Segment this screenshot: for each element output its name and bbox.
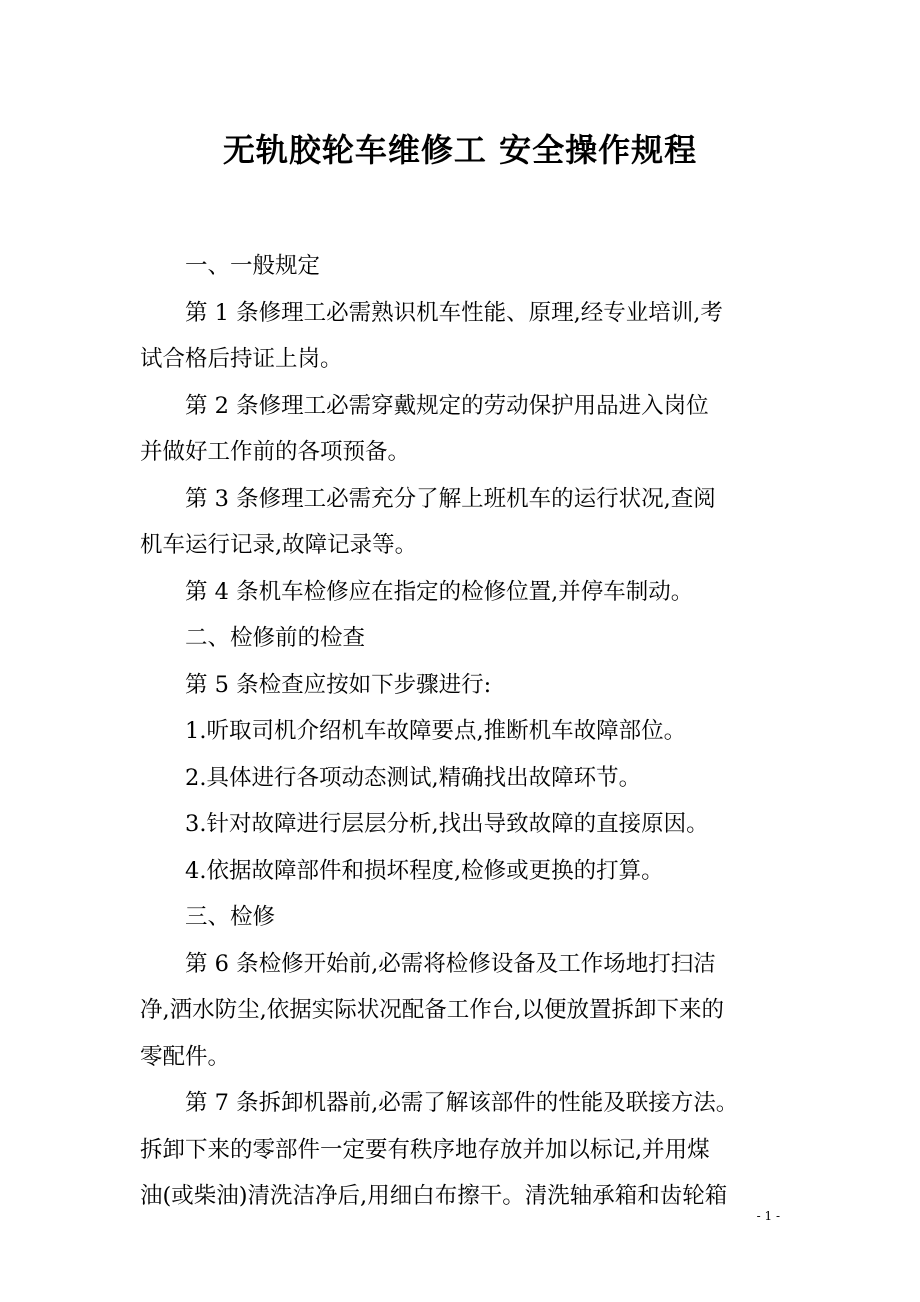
document-body xyxy=(140,243,790,1220)
text-line: 3.针对故障进行层层分析,找出导致故障的直接原因。 xyxy=(185,811,709,837)
text-line: 第 5 条检查应按如下步骤进行: xyxy=(185,671,492,698)
article-paragraph xyxy=(140,569,790,616)
text-line: 机车运行记录,故障记录等。 xyxy=(140,532,418,558)
section-heading xyxy=(140,615,790,662)
text-line: 一、一般规定 xyxy=(185,253,321,279)
text-line: 4.依据故障部件和损坏程度,检修或更换的打算。 xyxy=(185,857,664,884)
article-paragraph xyxy=(140,290,790,383)
text-line: 并做好工作前的各项预备。 xyxy=(140,439,411,465)
section-heading xyxy=(140,243,790,290)
text-line: 零配件。 xyxy=(140,1043,231,1070)
text-line: 拆卸下来的零部件一定要有秩序地存放并加以标记,并用煤 xyxy=(140,1136,710,1163)
section-heading xyxy=(140,894,790,941)
text-line: 第 4 条机车检修应在指定的检修位置,并停车制动。 xyxy=(185,578,694,605)
list-item xyxy=(140,848,790,895)
article-paragraph xyxy=(140,383,790,476)
text-line: 第 3 条修理工必需充分了解上班机车的运行状况,查阅 xyxy=(185,485,716,512)
article-paragraph xyxy=(140,476,790,569)
list-item xyxy=(140,708,790,755)
text-line: 2.具体进行各项动态测试,精确找出故障环节。 xyxy=(185,764,642,791)
text-line: 油(或柴油)清洗洁净后,用细白布擦干。清洗轴承箱和齿轮箱 xyxy=(140,1183,728,1209)
text-line: 二、检修前的检查 xyxy=(185,625,366,651)
text-line: 1.听取司机介绍机车故障要点,推断机车故障部位。 xyxy=(185,718,687,744)
text-line: 试合格后持证上岗。 xyxy=(140,346,343,372)
text-line: 三、检修 xyxy=(185,904,276,930)
list-item xyxy=(140,755,790,802)
text-line: 第 6 条检修开始前,必需将检修设备及工作场地打扫洁 xyxy=(185,950,716,977)
page-number: - 1 - xyxy=(756,1209,780,1223)
article-paragraph xyxy=(140,941,790,1081)
text-line: 第 7 条拆卸机器前,必需了解该部件的性能及联接方法。 xyxy=(185,1090,739,1116)
text-line: 第 1 条修理工必需熟识机车性能、原理,经专业培训,考 xyxy=(185,299,723,326)
article-paragraph xyxy=(140,1080,790,1220)
text-line: 净,洒水防尘,依据实际状况配备工作台,以便放置拆卸下来的 xyxy=(140,997,724,1023)
article-paragraph xyxy=(140,662,790,709)
text-line: 第 2 条修理工必需穿戴规定的劳动保护用品进入岗位 xyxy=(185,392,709,419)
document-title: 无轨胶轮车维修工 安全操作规程 xyxy=(222,131,698,169)
list-item xyxy=(140,801,790,848)
